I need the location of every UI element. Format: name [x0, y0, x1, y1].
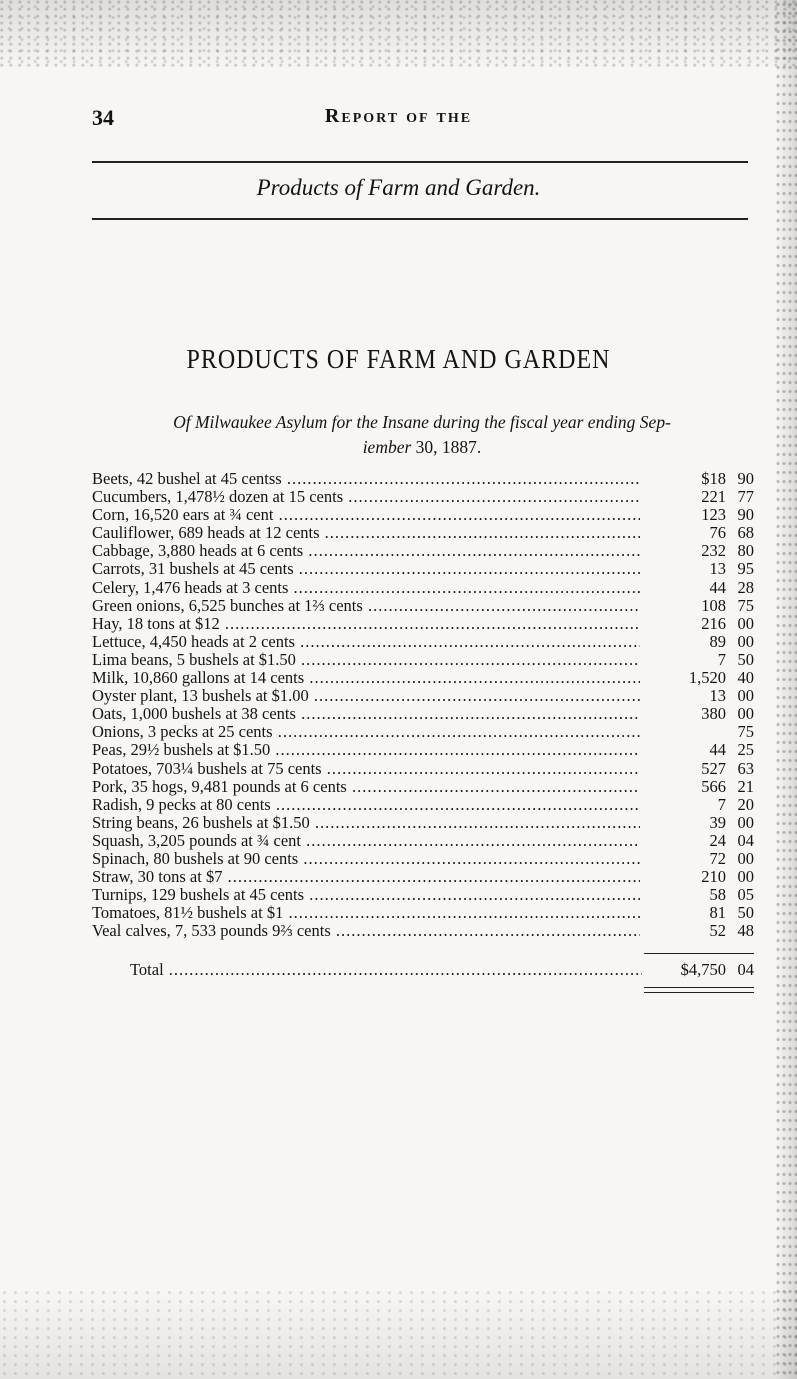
table-row: [92, 778, 752, 796]
table-row: [92, 651, 752, 669]
item-description: Corn, 16,520 ears at ¾ cent .....: [92, 506, 640, 524]
item-description: Spinach, 80 bushels at 90 cents .....: [92, 850, 640, 868]
item-description: Straw, 30 tons at $7 .....: [92, 868, 640, 886]
item-cents: 95: [737, 559, 754, 579]
item-description: Tomatoes, 81½ bushels at $1 .....: [92, 904, 640, 922]
item-dollars: 7: [717, 649, 726, 669]
item-cents: 04: [737, 830, 754, 850]
table-row: [92, 705, 752, 723]
item-cents: 20: [737, 794, 754, 814]
item-dollars: 7: [717, 794, 726, 814]
document-title: PRODUCTS OF FARM AND GARDEN: [186, 344, 611, 375]
item-description: Onions, 3 pecks at 25 cents .....: [92, 723, 640, 741]
item-description: Oats, 1,000 bushels at 38 cents .....: [92, 705, 640, 723]
item-cents: 77: [737, 487, 754, 507]
item-description: Radish, 9 pecks at 80 cents .....: [92, 796, 640, 814]
table-row: [92, 741, 752, 759]
subtitle-line-2: iember: [362, 437, 412, 457]
subtitle-date: 30, 1887.: [415, 437, 482, 457]
item-cents: 00: [737, 704, 754, 724]
item-dollars: 566: [701, 776, 726, 796]
item-dollars: 108: [701, 595, 726, 615]
item-cents: 48: [737, 921, 754, 941]
item-cents: 00: [737, 848, 754, 868]
document-subtitle: [92, 410, 752, 460]
table-row: [92, 470, 752, 488]
running-head: Report of the: [324, 105, 473, 127]
sum-rule: [644, 953, 754, 954]
item-dollars: 81: [709, 903, 726, 923]
item-description: Veal calves, 7, 533 pounds 9⅔ cents .....: [92, 922, 640, 940]
item-dollars: 210: [701, 867, 726, 887]
total-double-rule: [644, 987, 754, 993]
item-dollars: 527: [701, 758, 726, 778]
table-row: [92, 814, 752, 832]
item-cents: 68: [737, 523, 754, 543]
item-description: Cabbage, 3,880 heads at 6 cents .....: [92, 542, 640, 560]
table-row: [92, 687, 752, 705]
item-cents: 00: [737, 812, 754, 832]
item-description: Potatoes, 703¼ bushels at 75 cents .....: [92, 760, 640, 778]
item-description: Lettuce, 4,450 heads at 2 cents .....: [92, 633, 640, 651]
item-cents: 05: [737, 885, 754, 905]
table-row: [92, 904, 752, 922]
item-description: Celery, 1,476 heads at 3 cents .....: [92, 579, 640, 597]
item-dollars: 89: [709, 631, 726, 651]
item-dollars: 72: [709, 848, 726, 868]
item-dollars: 76: [709, 523, 726, 543]
item-description: Lima beans, 5 bushels at $1.50 .....: [92, 651, 640, 669]
item-dollars: 52: [709, 921, 726, 941]
item-cents: 00: [737, 867, 754, 887]
item-dollars: 44: [709, 577, 726, 597]
table-row: [92, 560, 752, 578]
item-cents: 90: [737, 505, 754, 525]
item-cents: 50: [737, 903, 754, 923]
item-cents: 00: [737, 613, 754, 633]
scan-noise-top: [0, 0, 797, 70]
products-table: [92, 470, 752, 940]
table-row: [92, 615, 752, 633]
item-dollars: 13: [709, 559, 726, 579]
item-description: Pork, 35 hogs, 9,481 pounds at 6 cents .....: [92, 778, 640, 796]
item-description: Cauliflower, 689 heads at 12 cents .....: [92, 524, 640, 542]
item-dollars: 24: [709, 830, 726, 850]
item-cents: 63: [737, 758, 754, 778]
item-description: Peas, 29½ bushels at $1.50 .....: [92, 741, 640, 759]
item-cents: 50: [737, 649, 754, 669]
table-row: [92, 524, 752, 542]
table-row: [92, 542, 752, 560]
item-dollars: 1,520: [688, 668, 726, 688]
item-cents: 28: [737, 577, 754, 597]
table-row: [92, 760, 752, 778]
item-cents: 75: [737, 722, 754, 742]
item-description: Beets, 42 bushel at 45 centss .....: [92, 470, 640, 488]
table-row: [92, 832, 752, 850]
item-description: Hay, 18 tons at $12 .....: [92, 615, 640, 633]
header-rule-top: [92, 161, 748, 163]
table-row: [92, 488, 752, 506]
item-dollars: 216: [701, 613, 726, 633]
item-cents: 21: [737, 776, 754, 796]
item-dollars: 13: [709, 686, 726, 706]
table-row: [92, 922, 752, 940]
total-label: Total .....: [130, 960, 642, 980]
item-description: Carrots, 31 bushels at 45 cents .....: [92, 560, 640, 578]
page-number: 34: [92, 105, 114, 130]
total-dollars: $4,750: [680, 960, 726, 979]
item-description: Milk, 10,860 gallons at 14 cents .....: [92, 669, 640, 687]
subtitle-line-1: Of Milwaukee Asylum for the Insane during the fiscal year ending Sep-: [173, 412, 671, 432]
table-row: [92, 723, 752, 741]
item-dollars: 123: [701, 505, 726, 525]
item-cents: 00: [737, 631, 754, 651]
header-rule-bottom: [92, 218, 748, 220]
item-cents: 80: [737, 541, 754, 561]
item-description: String beans, 26 bushels at $1.50 .....: [92, 814, 640, 832]
total-cents: 04: [737, 960, 754, 979]
item-description: Turnips, 129 bushels at 45 cents .....: [92, 886, 640, 904]
item-dollars: $18: [701, 469, 726, 488]
table-row: [92, 796, 752, 814]
item-dollars: 44: [709, 740, 726, 760]
item-description: Oyster plant, 13 bushels at $1.00 .....: [92, 687, 640, 705]
section-head: Products of Farm and Garden.: [256, 175, 541, 200]
table-row: [92, 579, 752, 597]
item-dollars: 221: [701, 487, 726, 507]
table-row: [92, 669, 752, 687]
item-cents: 90: [737, 469, 754, 488]
item-description: Squash, 3,205 pounds at ¾ cent .....: [92, 832, 640, 850]
item-cents: 40: [737, 668, 754, 688]
item-cents: 00: [737, 686, 754, 706]
table-row: [92, 868, 752, 886]
item-dollars: 39: [709, 812, 726, 832]
table-row: [92, 850, 752, 868]
item-cents: 75: [737, 595, 754, 615]
table-row: [92, 597, 752, 615]
table-row: [92, 633, 752, 651]
item-dollars: 232: [701, 541, 726, 561]
scan-noise-bottom: [0, 1289, 797, 1379]
table-row: [92, 886, 752, 904]
item-description: Cucumbers, 1,478½ dozen at 15 cents .....: [92, 488, 640, 506]
item-dollars: 58: [709, 885, 726, 905]
item-cents: 25: [737, 740, 754, 760]
scan-noise-right: [775, 0, 797, 1379]
total-row: [92, 960, 752, 980]
item-dollars: 380: [701, 704, 726, 724]
item-description: Green onions, 6,525 bunches at 1⅔ cents .....: [92, 597, 640, 615]
table-row: [92, 506, 752, 524]
